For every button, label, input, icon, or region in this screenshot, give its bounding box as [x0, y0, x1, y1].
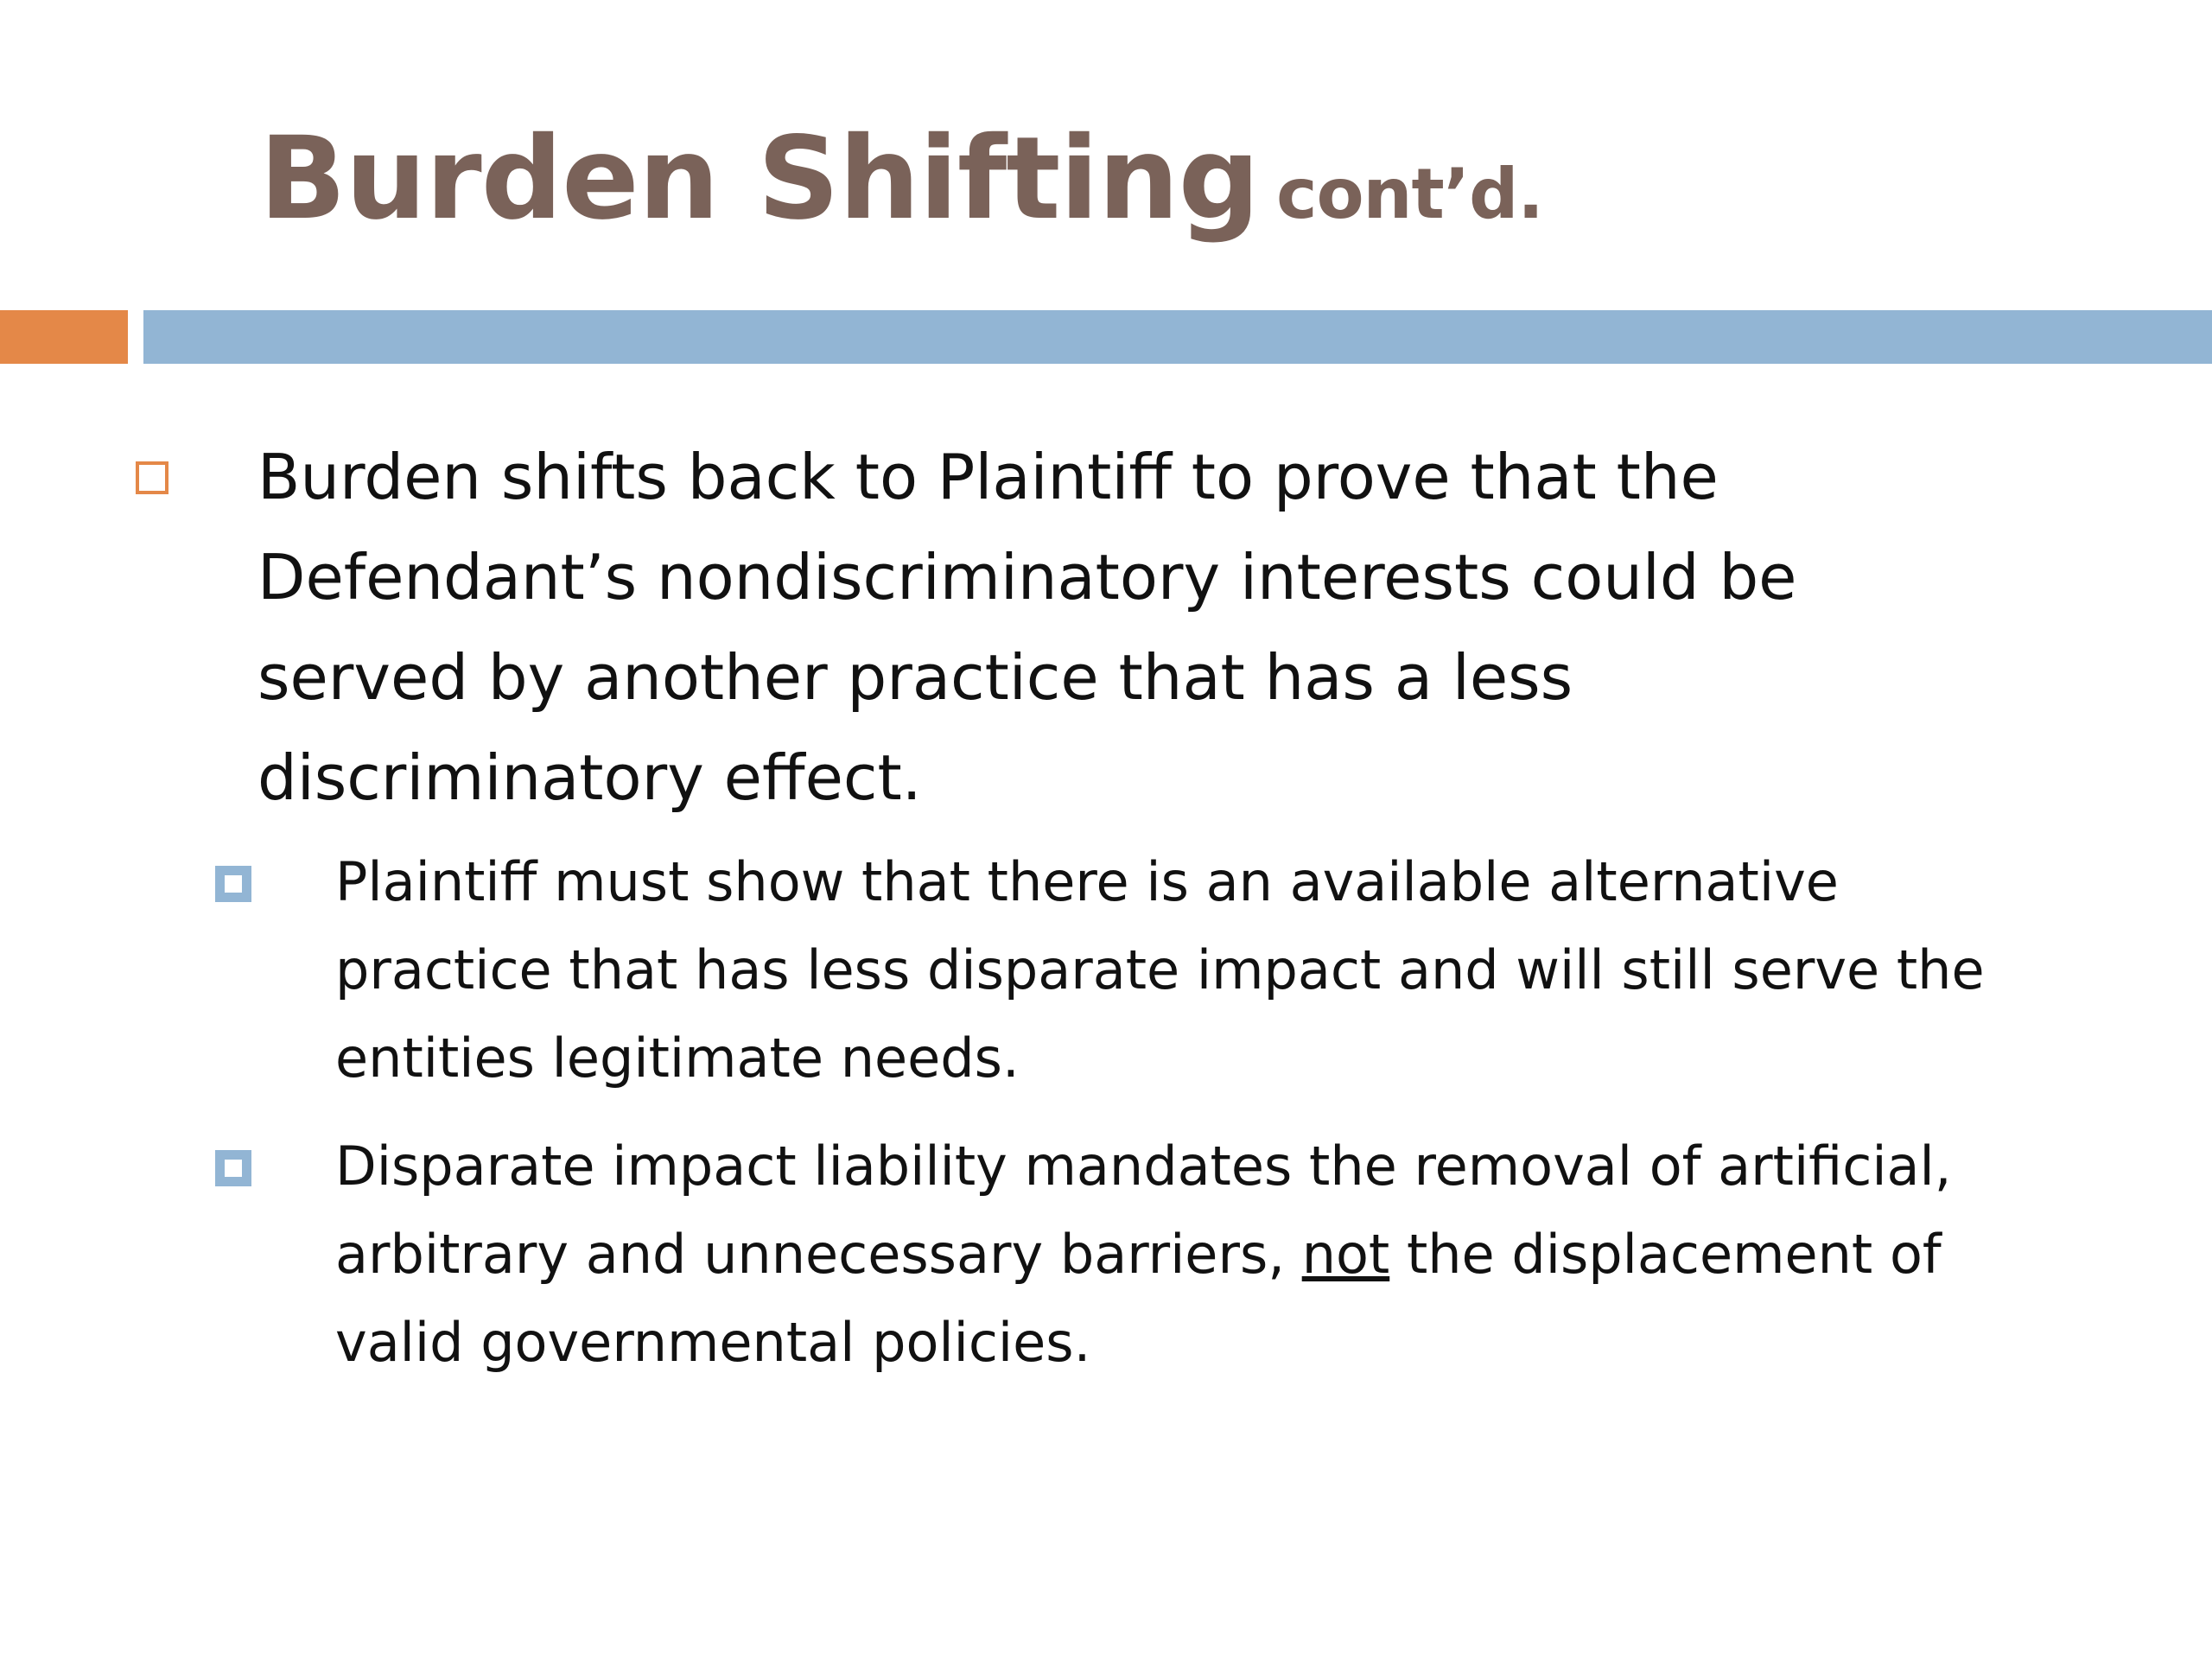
- slide-title-main: Burden Shifting: [259, 112, 1260, 245]
- sub-bullet-text-after: the displacement of valid governmental policies.: [335, 1223, 1942, 1374]
- underlined-emphasis: not: [1301, 1223, 1390, 1286]
- slide-title: [259, 112, 1543, 245]
- bullet-text-level1: Burden shifts back to Plaintiff to prove that the Defendant’s nondiscriminatory interests could be served by another practice that has a less discriminatory effect.: [257, 441, 1797, 814]
- sub-bullet-text: [335, 1122, 2046, 1387]
- framed-square-icon: [215, 1150, 251, 1186]
- sub-bullet-text: Plaintiff must show that there is an available alternative practice that has less disparate impact and will still serve the entities legitimate needs.: [335, 850, 1985, 1090]
- accent-bar-orange: [0, 310, 128, 364]
- slide-title-sub: cont’d.: [1276, 154, 1543, 234]
- sub-bullet-text-before: Disparate impact liability mandates the removal of artificial, arbitrary and unnecessary barriers,: [335, 1135, 1952, 1286]
- accent-bar-blue: [143, 310, 2212, 364]
- hollow-square-icon: [136, 461, 168, 494]
- framed-square-icon: [215, 866, 251, 902]
